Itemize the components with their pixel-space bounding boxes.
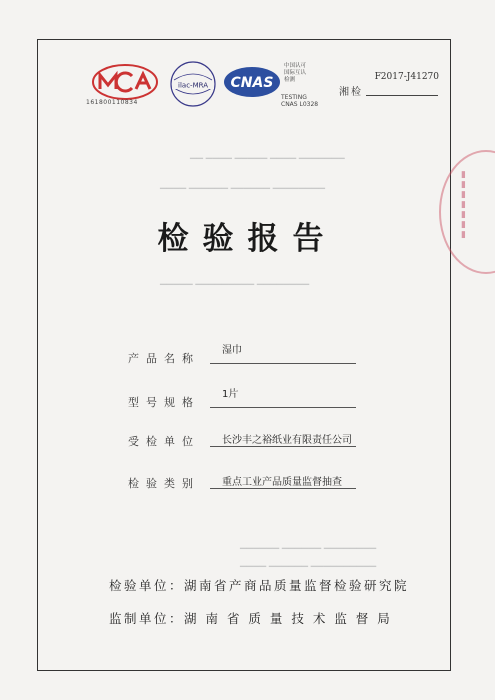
field-row-model-spec xyxy=(0,391,495,411)
field-label: 产品名称 xyxy=(128,352,200,365)
bleed-through-text: ▁▁▁▁ ▁▁▁▁▁▁ ▁▁▁▁▁▁▁▁▁▁ xyxy=(240,558,377,568)
cnas-cn-line: 国际互认 xyxy=(284,70,307,76)
page-title: 检验报告 xyxy=(157,221,338,257)
report-number-underline xyxy=(366,95,438,96)
cnas-logo-icon xyxy=(223,66,281,98)
bleed-through-text: ▁▁▁▁▁▁ ▁▁▁▁▁▁ ▁▁▁▁▁▁▁▁ xyxy=(240,540,377,550)
cma-number: 161800110834 xyxy=(86,99,138,106)
field-row-inspected-unit xyxy=(0,430,495,450)
field-underline xyxy=(210,446,356,447)
field-row-product-name xyxy=(0,347,495,367)
cnas-en-line: CNAS L0328 xyxy=(281,101,319,108)
ilac-label: ilac-MRA xyxy=(178,81,208,90)
bleed-through-text: ▁▁▁▁ ▁▁▁▁▁▁ ▁▁▁▁▁▁ ▁▁▁▁▁▁▁▁ xyxy=(160,180,325,190)
cnas-label: CNAS xyxy=(230,75,274,91)
report-prefix: 湘检 xyxy=(339,87,363,98)
bleed-through-text: ▁▁ ▁▁▁▁ ▁▁▁▁▁ ▁▁▁▁ ▁▁▁▁▁▁▁ xyxy=(190,150,345,160)
cnas-en-line: TESTING xyxy=(281,94,307,101)
field-label: 检验类别 xyxy=(128,477,200,490)
cnas-cn-line: 检测 xyxy=(284,77,296,83)
cnas-english-caption xyxy=(281,94,318,108)
seal-stamp-text: ▮ ▮ ▮ ▮ ▮ ▮ ▮ xyxy=(461,170,466,240)
supervising-organization: 监制单位：湖 南 省 质 量 技 术 监 督 局 xyxy=(109,611,393,626)
field-value: 湿巾 xyxy=(222,345,242,356)
field-label: 受检单位 xyxy=(128,435,200,448)
field-underline xyxy=(210,488,356,489)
cnas-cn-line: 中国认可 xyxy=(284,63,307,69)
inspection-organization: 检验单位：湖南省产商品质量监督检验研究院 xyxy=(109,578,410,593)
field-value: 长沙丰之裕纸业有限责任公司 xyxy=(222,435,352,446)
field-underline xyxy=(210,407,356,408)
field-label: 型号规格 xyxy=(128,396,200,409)
ilac-mra-logo-icon xyxy=(168,60,218,108)
field-row-inspection-category xyxy=(0,472,495,492)
field-underline xyxy=(210,363,356,364)
field-value: 重点工业产品质量监督抽查 xyxy=(222,477,342,488)
cnas-chinese-caption xyxy=(284,63,324,84)
field-value: 1片 xyxy=(222,389,239,400)
bleed-through-text: ▁▁▁▁▁ ▁▁▁▁▁▁▁▁▁ ▁▁▁▁▁▁▁▁ xyxy=(160,276,310,286)
report-number: F2017-J41270 xyxy=(374,72,439,82)
